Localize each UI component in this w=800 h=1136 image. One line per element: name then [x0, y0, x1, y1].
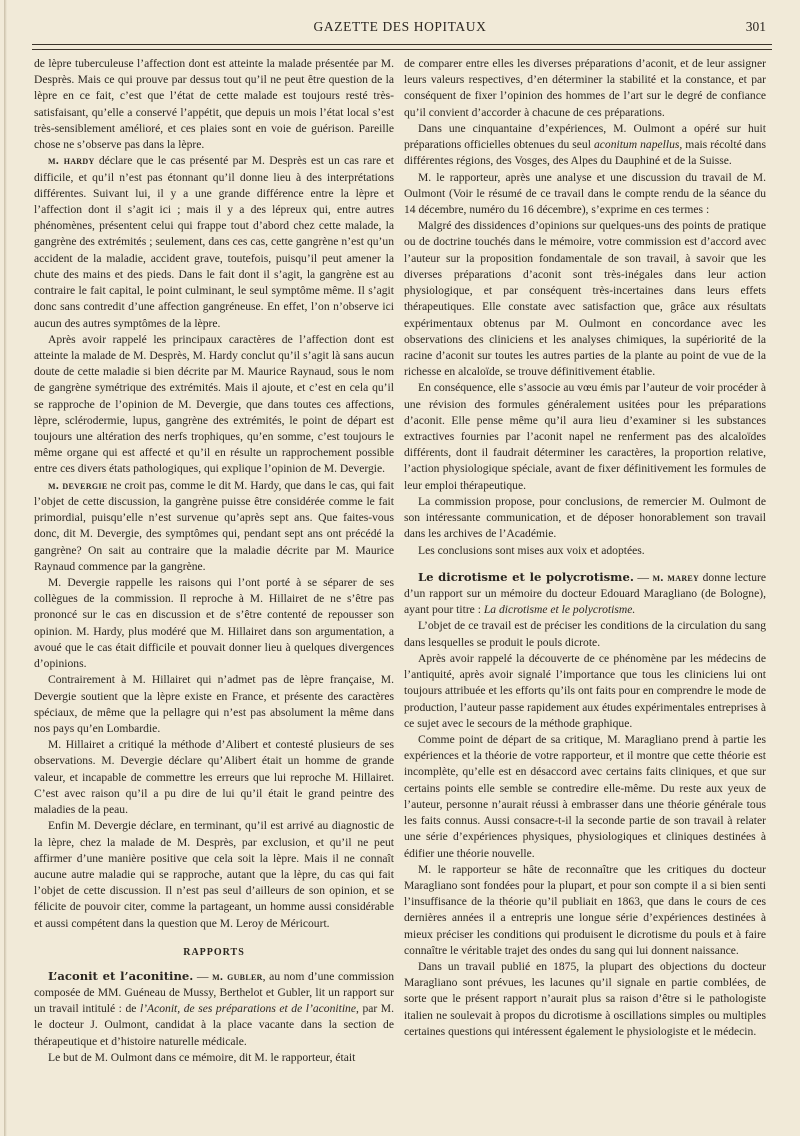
speaker-name: m. gubler	[212, 969, 263, 983]
paragraph: M. le rapporteur, après une analyse et une discussion du travail de M. Oulmont (Voir le résumé de ce travail dans le compte rendu de la séance du 14 décembre, numéro du 16 décembre), s’exprime en ces termes :	[404, 170, 766, 216]
paragraph: M. Devergie rappelle les raisons qui l’ont porté à se séparer de ses collègues de la commission. Il reproche à M. Hillairet de ne s’être pas prononcé sur le cas en discussion et de s’être contenté de repousser son opinion. M. Hardy, plus modéré que M. Hillairet dans son argumentation, a avoué que le cas était difficile et pouvait donner lieu à quelques divergences d’opinions.	[34, 576, 394, 671]
paragraph: Contrairement à M. Hillairet qui n’admet pas de lèpre française, M. Devergie soutient que la lèpre existe en France, et présente des caractères spéciaux, de même que la pellagre qui n’est pas absolument la même dans nos pays qu’en Lombardie.	[34, 673, 394, 735]
paragraph: de lèpre tuberculeuse l’affection dont est atteinte la malade présentée par M. Desprès. Mais ce qui prouve par dessus tout qu’il ne peut être question de la lèpre en ce fait, c’est que l’état de cette malade est toujours resté très-satisfaisant, qu’elle a conservé l’appétit, que depuis un mois l’état local s’est très-sensiblement amélioré, et ces plaies sont en voie de guérison. Pareille chose ne s’observe pas dans la lèpre.	[34, 57, 394, 152]
paragraph: de comparer entre elles les diverses préparations d’aconit, et de leur assigner leurs valeurs respectives, d’en déterminer la stabilité et la constance, et par conséquent de fixer l’opinion des hommes de l’art sur le degré de confiance qu’il convient d’accorder à chacune de ces préparations.	[404, 57, 766, 119]
article-subhead: Le dicrotisme et le polycrotisme.	[418, 569, 634, 584]
paragraph-text: donne lecture d’un rapport sur un mémoire du docteur Edouard Maragliano (de Bologne), ayant pour titre :	[404, 570, 766, 617]
page-number: 301	[745, 19, 766, 34]
paragraph: En conséquence, elle s’associe au vœu émis par l’auteur de voir procéder à une révision des formules généralement usitées pour les préparations d’aconit. Elle pense même qu’il aura lieu d’examiner si les substances extractives fournies par l’aconit napel ne renferment pas des alcaloïdes différents, dont il faudrait déterminer les caractères, la proportion relative, l’action physiologique spéciale, avant de fixer définitivement les formules de leur emploi thérapeutique.	[404, 381, 766, 492]
paragraph: La commission propose, pour conclusions, de remercier M. Oulmont de son intéressante communication, et de déposer honorablement son travail dans les archives de l’Académie.	[404, 494, 766, 541]
dash: —	[633, 570, 653, 584]
paragraph	[404, 569, 766, 619]
paragraph: Après avoir rappelé la découverte de ce phénomène par les médecins de l’antiquité, après avoir signalé l’importance que tous les cliniciens lui ont toujours attribuée et les efforts qu’ils ont faits pour en comprendre le mode de production, l’auteur passe rapidement aux études expérimentales entreprises à ce sujet avec le secours de la méthode graphique.	[404, 651, 766, 730]
paragraph: Enfin M. Devergie déclare, en terminant, qu’il est arrivé au diagnostic de la lèpre, chez la malade de M. Desprès, par exclusion, et qu’il ne peut affirmer d’une manière positive que cela soit la lèpre. Mais il ne connaît aucune autre maladie qui se rapproche, autant que la lèpre, du cas qui fait l’objet de cette discussion. Il n’est pas seul d’ailleurs de son opinion, et se félicite de pouvoir citer, comme la partageant, un homme aussi considérable et aussi compétent dans la question que M. Leroy de Méricourt.	[34, 819, 394, 930]
right-column	[404, 56, 766, 1116]
paragraph-text: , par M. le docteur J. Oulmont, candidat à la place vacante dans la section de thérapeutique et d’histoire naturelle médicale.	[34, 1002, 394, 1048]
paragraph-text: mais récolté dans différentes régions, des Vosges, des Alpes du Dauphiné et de la Suisse.	[404, 138, 766, 168]
speaker-name: m. hardy	[48, 154, 95, 168]
paragraph	[34, 968, 394, 1050]
dash: —	[193, 969, 213, 983]
paragraph: M. le rapporteur se hâte de reconnaître que les critiques du docteur Maragliano sont fondées pour la plupart, et pour son compte il a si bien senti l’insuffisance de la théorie qu’il publiait en 1863, que dans le cours de ces dernières années il a entrepris une longue série d’expériences destinées à mieux préciser les conditions qui produisent le dicrotisme du pouls et à faire connaître le véritable trajet des ondes du sang qui lui donnent naissance.	[404, 862, 766, 957]
paragraph	[34, 153, 394, 331]
paragraph-text: ne croit pas, comme le dit M. Hardy, que dans le cas, qui fait l’objet de cette discussion, la gangrène puisse être considérée comme le fait primordial, puisqu’elle n’est survenue qu’après sept ans. Que faites-vous donc, dit M. Devergie, des symptômes qui, pendant sept ans ont précédé la gangrène? On sait au contraire que la maladie décrite par M. Maurice Raynaud commence par la gangrène.	[34, 478, 394, 573]
work-title: l’Aconit, de ses préparations et de l’aconitine	[139, 1002, 356, 1016]
paragraph: M. Hillairet a critiqué la méthode d’Alibert et contesté plusieurs de ses observations. M. Devergie déclare qu’Alibert était un homme de grande valeur, et incapable de commettre les erreurs que lui reproche M. Hillairet. C’est avec raison qu’il a pu dire de lui qu’il était le grand peintre des maladies de la peau.	[34, 738, 394, 817]
page-edge-shadow	[4, 0, 7, 1136]
section-heading: RAPPORTS	[183, 946, 245, 958]
paragraph: L’objet de ce travail est de préciser les conditions de la circulation du sang dans lesquelles se produit le pouls dicrote.	[404, 619, 766, 649]
speaker-name: m. marey	[652, 570, 700, 584]
paragraph-text: déclare que le cas présenté par M. Desprès est un cas rare et difficile, et qu’il n’est pas étonnant qu’il donne lieu à des interprétations différentes. Suivant lui, il y a une grande différence entre la lèpre et l’affection dont il s’agit ici ; mais il y a des lépreux qui, entre autres phénomènes, présentent celui qui frappe tout d’abord chez cette malade, la gangrène des extrémités ; seulement, dans ces cas, cette gangrène n’est qu’un accident de la maladie, accident grave, toutefois, puisqu’il peut amener la chute des mains et des pieds. Dans le fait dont il s’agit, la gangrène est au contraire le fait capital, le point culminant, le seul symptôme même. Il s’agit donc sans contredit d’une affection gangréneuse. En effet, l’on n’observe ici aucun des autres symptômes de la lèpre.	[34, 154, 394, 330]
paragraph: Comme point de départ de sa critique, M. Maragliano prend à partie les expériences et la théorie de votre rapporteur, et il montre que cette théorie est incomplète, qu’elle est en désaccord avec certains faits cliniques, et que sur certains points elle semble se contredire elle-même. Du reste aux yeux de l’auteur, personne n’aurait réussi à embrasser dans une théorie générale tous les faits connus. Aussi consacre-t-il la seconde partie de son travail à relater une série d’expériences physiques, physiologiques et cliniques destinées à édifier une théorie nouvelle.	[404, 732, 766, 860]
paragraph	[404, 121, 766, 170]
header-rule	[32, 44, 772, 50]
publication-title: GAZETTE DES HOPITAUX	[313, 19, 487, 34]
paragraph: Malgré des dissidences d’opinions sur quelques-uns des points de pratique ou de doctrine touchés dans le mémoire, votre commission est d’accord avec l’auteur sur la proposition fondamentale de son travail, à savoir que les diverses préparations d’aconit sont très-inégales dans leur action physiologique, et par conséquent très-incertaines dans leurs effets thérapeutiques. Elle constate avec satisfaction que, grâce aux résultats expérimentaux obtenus par M. Oulmont en concordance avec les observations des cliniciens et les analyses chimiques, la supériorité de la racine d’aconit sur toutes les autres parties de la plante au point de vue de la richesse en alcaloïde, se trouve définitivement établie.	[404, 219, 766, 379]
paragraph: Dans un travail publié en 1875, la plupart des objections du docteur Maragliano sont prévues, les lacunes qu’il signale en partie comblées, de sorte que le présent rapport n’aurait plus sa raison d’être si le pathologiste italien ne soulevait à propos du dicrotisme à oscillations simples ou multiples certaines questions qui intéressent également le physiologiste et le médecin.	[404, 960, 766, 1038]
article-subhead: L’aconit et l’aconitine.	[48, 968, 194, 983]
page-header	[28, 14, 772, 40]
paragraph	[34, 478, 394, 575]
paragraph: Les conclusions sont mises aux voix et adoptées.	[418, 543, 645, 557]
work-title: La dicrotisme et le polycrotisme.	[483, 603, 636, 617]
paragraph-text: Dans une cinquantaine d’expériences, M. Oulmont a opéré sur huit préparations officielles obtenues du seul	[404, 121, 766, 152]
paragraph-text: , au nom d’une commission composée de MM. Guéneau de Mussy, Berthelot et Gubler, lit un rapport sur un travail intitulé : de	[34, 969, 394, 1016]
paragraph: Après avoir rappelé les principaux caractères de l’affection dont est atteinte la malade de M. Desprès, M. Hardy conclut qu’il s’agit là sans aucun doute de cette maladie si bien décrite par M. Maurice Raynaud, sous le nom de gangrène symétrique des extrémités. Mais il ajoute, et c’est en cela qu’il se rapproche de l’opinion de M. Devergie, que dans toutes ces affections, lèpre, sclérodermie, lupus, gangrène des extrémités, le point de départ est toujours une altération des nerfs trophiques, qu’en somme, c’est toujours le même organe qui est affecté et qu’il en résulte un rapprochement possible entre ces divers états pathologiques, qui explique l’opinion de M. Devergie.	[34, 332, 394, 476]
species-name: aconitum napellus,	[593, 138, 683, 152]
speaker-name: m. devergie	[48, 478, 108, 492]
section-gap	[404, 559, 766, 569]
left-column	[34, 56, 394, 1116]
paragraph: Le but de M. Oulmont dans ce mémoire, dit M. le rapporteur, était	[48, 1050, 356, 1064]
